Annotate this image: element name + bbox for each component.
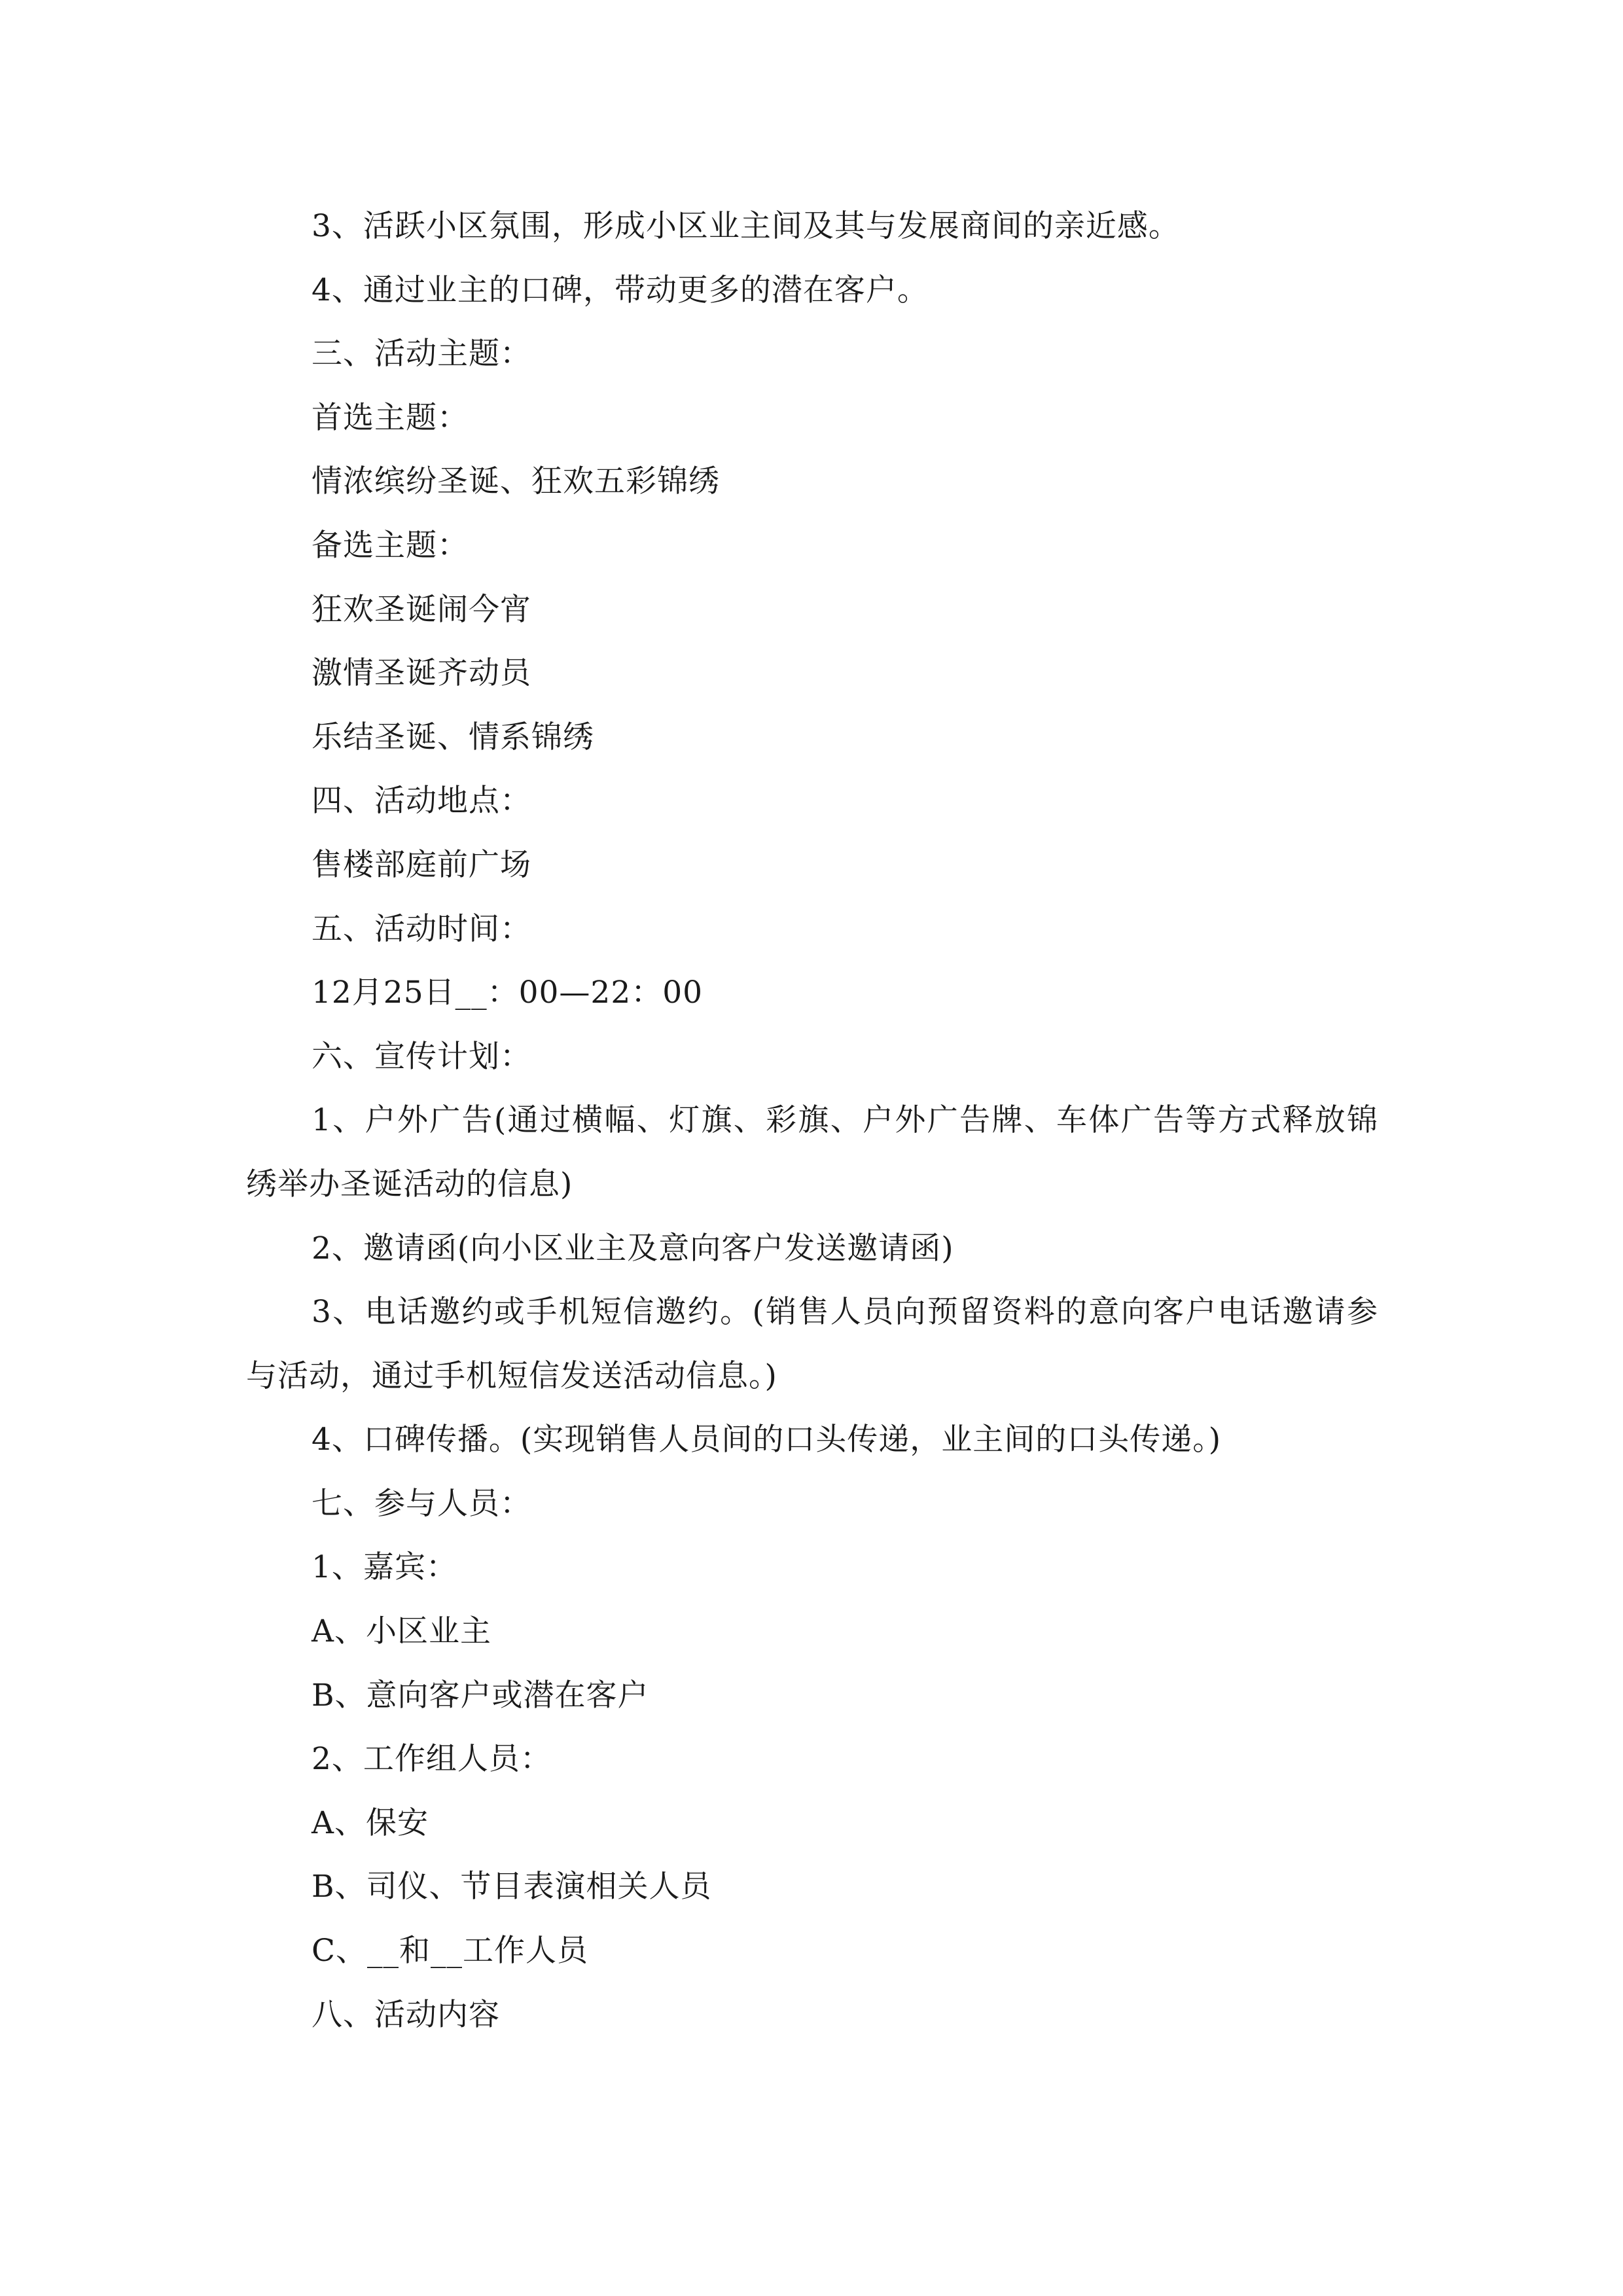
section-heading-theme: 三、活动主题： [312,336,531,372]
subheading-preferred-theme: 首选主题： [312,399,469,436]
participants-staff-b: B、司仪、节目表演相关人员 [312,1869,712,1905]
subheading-alternate-theme: 备选主题： [312,527,469,564]
time-text: 12月25日__：00—22：00 [312,975,704,1011]
paragraph-goal-4: 4、通过业主的口碑，带动更多的潜在客户。 [312,272,929,308]
alternate-theme-2: 激情圣诞齐动员 [312,655,531,692]
alternate-theme-3: 乐结圣诞、情系锦绣 [312,719,594,755]
alternate-theme-1: 狂欢圣诞闹今宵 [312,591,531,628]
paragraph-goal-3: 3、活跃小区氛围，形成小区业主间及其与发展商间的亲近感。 [312,208,1180,244]
publicity-item-3: 3、电话邀约或手机短信邀约。(销售人员向预留资料的意向客户电话邀请参与活动，通过手机短信发送活动信息。) [246,1294,1378,1394]
participants-guests-a: A、小区业主 [312,1613,491,1650]
section-heading-publicity: 六、宣传计划： [312,1038,531,1075]
section-heading-time: 五、活动时间： [312,910,531,947]
section-heading-location: 四、活动地点： [312,783,531,819]
document-body [246,194,1378,2047]
publicity-item-2: 2、邀请函(向小区业主及意向客户发送邀请函) [312,1230,954,1266]
location-text: 售楼部庭前广场 [312,846,531,883]
section-heading-participants: 七、参与人员： [312,1485,531,1522]
participants-staff-a: A、保安 [312,1804,429,1841]
participants-guests-b: B、意向客户或潜在客户 [312,1677,649,1713]
preferred-theme-text: 情浓缤纷圣诞、狂欢五彩锦绣 [312,463,720,500]
section-heading-content: 八、活动内容 [312,1996,500,2033]
publicity-item-1: 1、户外广告(通过横幅、灯旗、彩旗、户外广告牌、车体广告等方式释放锦绣举办圣诞活动的信息) [246,1102,1378,1202]
participants-guests: 1、嘉宾： [312,1549,457,1586]
participants-staff: 2、工作组人员： [312,1741,552,1778]
participants-staff-c: C、__和__工作人员 [312,1933,588,1969]
publicity-item-4: 4、口碑传播。(实现销售人员间的口头传递，业主间的口头传递。) [312,1422,1222,1458]
